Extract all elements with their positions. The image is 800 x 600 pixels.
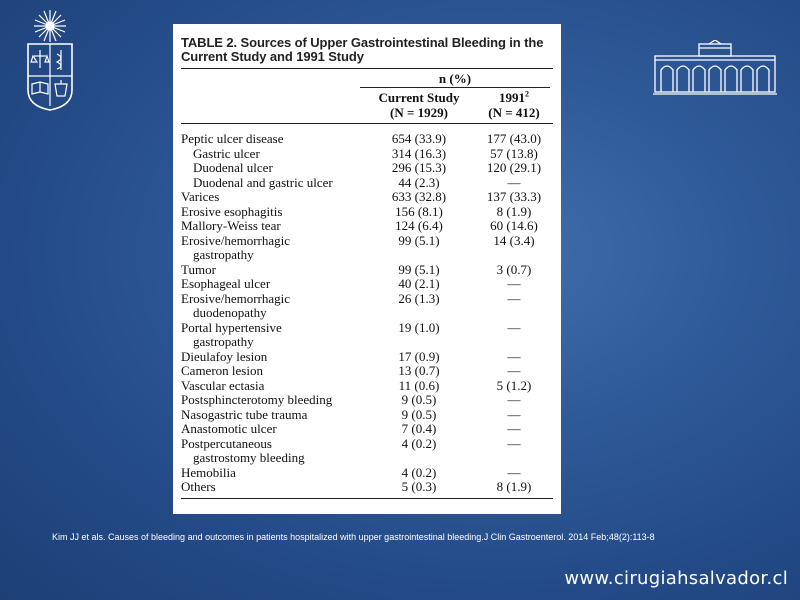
table-row bbox=[181, 161, 553, 176]
cell-current-study: 26 (1.3) bbox=[398, 290, 440, 306]
cell-current-study: 9 (0.5) bbox=[401, 406, 437, 422]
table-row bbox=[181, 190, 553, 205]
cell-1991-study: — bbox=[507, 276, 521, 291]
row-label-continuation: gastropathy bbox=[193, 334, 254, 349]
row-label: Postpercutaneous bbox=[181, 435, 272, 451]
column-header-current-line1: Current Study bbox=[378, 90, 460, 105]
table-row bbox=[181, 176, 553, 191]
cell-current-study: 9 (0.5) bbox=[401, 392, 437, 407]
table-panel bbox=[173, 24, 561, 514]
row-label-continuation: duodenopathy bbox=[193, 305, 267, 320]
table-row bbox=[181, 263, 553, 278]
row-label: Mallory-Weiss tear bbox=[181, 218, 281, 233]
group-header: n (%) bbox=[438, 71, 472, 86]
cell-current-study: 124 (6.4) bbox=[395, 218, 443, 233]
column-header-current-line2: (N = 1929) bbox=[390, 105, 448, 120]
group-header-rule bbox=[360, 87, 550, 88]
cell-current-study: 44 (2.3) bbox=[398, 174, 440, 190]
table-row bbox=[181, 466, 553, 481]
university-crest-icon bbox=[22, 6, 78, 114]
cell-1991-study: 177 (43.0) bbox=[486, 131, 542, 146]
row-label: Erosive/hemorrhagic bbox=[181, 232, 291, 248]
cell-current-study: 40 (2.1) bbox=[398, 276, 440, 291]
table-body bbox=[181, 124, 553, 495]
table-title-text: Sources of Upper Gastrointestinal Bleeding in the Current Study and 1991 Study bbox=[181, 35, 544, 64]
table-row bbox=[181, 132, 553, 147]
cell-1991-study: — bbox=[507, 290, 521, 306]
row-label: Cameron lesion bbox=[181, 363, 263, 378]
cell-current-study: 13 (0.7) bbox=[398, 363, 440, 378]
row-label: Esophageal ulcer bbox=[181, 276, 271, 291]
cell-current-study: 11 (0.6) bbox=[398, 377, 440, 393]
cell-current-study: 5 (0.3) bbox=[401, 479, 437, 494]
table-row bbox=[181, 147, 553, 162]
table-row bbox=[181, 350, 553, 365]
cell-1991-study: 57 (13.8) bbox=[490, 145, 538, 161]
row-label: Dieulafoy lesion bbox=[181, 348, 268, 364]
table-title bbox=[181, 36, 553, 64]
row-label: Portal hypertensive bbox=[181, 319, 282, 335]
cell-1991-study: 3 (0.7) bbox=[496, 261, 532, 277]
citation-text: Kim JJ et als. Causes of bleeding and outcomes in patients hospitalized with upper gastrointestinal bleeding.J Clin Gastroenterol. 2014 Feb;48(2):113-8 bbox=[52, 532, 655, 542]
cell-1991-study: 120 (29.1) bbox=[486, 160, 542, 175]
cell-current-study: 99 (5.1) bbox=[398, 261, 440, 277]
row-label: Gastric ulcer bbox=[193, 145, 260, 161]
cell-1991-study: — bbox=[507, 348, 521, 364]
website-url: www.cirugiahsalvador.cl bbox=[564, 568, 788, 589]
row-label: Varices bbox=[181, 189, 220, 204]
table-row bbox=[181, 480, 553, 495]
cell-1991-study: 5 (1.2) bbox=[496, 377, 532, 393]
column-header-1991-line1: 1991 bbox=[499, 90, 525, 105]
row-label: Anastomotic ulcer bbox=[181, 421, 277, 436]
group-header-row bbox=[181, 69, 553, 89]
cell-1991-study: 14 (3.4) bbox=[493, 232, 535, 248]
row-label: Nasogastric tube trauma bbox=[181, 406, 308, 422]
table-row bbox=[181, 379, 553, 394]
table-row bbox=[181, 205, 553, 220]
row-label: Peptic ulcer disease bbox=[181, 131, 284, 146]
row-label: Vascular ectasia bbox=[181, 377, 265, 393]
row-label-continuation: gastropathy bbox=[193, 247, 254, 262]
row-label: Others bbox=[181, 479, 216, 494]
cell-current-study: 17 (0.9) bbox=[398, 348, 440, 364]
cell-current-study: 4 (0.2) bbox=[401, 464, 437, 480]
cell-1991-study: — bbox=[507, 392, 521, 407]
row-label: Duodenal and gastric ulcer bbox=[193, 174, 333, 190]
cell-1991-study: — bbox=[507, 319, 521, 335]
cell-1991-study: — bbox=[507, 421, 521, 436]
table-row bbox=[181, 422, 553, 437]
row-label-continuation: gastrostomy bleeding bbox=[193, 450, 305, 465]
cell-1991-study: 60 (14.6) bbox=[490, 218, 538, 233]
cell-current-study: 633 (32.8) bbox=[391, 189, 447, 204]
column-header-1991-sup: 2 bbox=[525, 89, 529, 99]
cell-current-study: 99 (5.1) bbox=[398, 232, 440, 248]
row-label: Duodenal ulcer bbox=[193, 160, 273, 175]
row-label: Erosive esophagitis bbox=[181, 203, 283, 219]
column-header-1991 bbox=[478, 90, 550, 120]
cell-1991-study: — bbox=[507, 406, 521, 422]
table-row bbox=[181, 234, 553, 263]
table-row bbox=[181, 292, 553, 321]
row-label: Erosive/hemorrhagic bbox=[181, 290, 291, 306]
column-header-1991-line2: (N = 412) bbox=[488, 105, 540, 120]
cell-current-study: 7 (0.4) bbox=[401, 421, 437, 436]
cell-1991-study: — bbox=[507, 464, 521, 480]
cell-1991-study: — bbox=[507, 435, 521, 451]
cell-current-study: 4 (0.2) bbox=[401, 435, 437, 451]
column-header-current bbox=[360, 90, 478, 120]
cell-1991-study: 8 (1.9) bbox=[496, 203, 532, 219]
table-row bbox=[181, 364, 553, 379]
row-label: Tumor bbox=[181, 261, 216, 277]
cell-1991-study: 137 (33.3) bbox=[486, 189, 542, 204]
table-row bbox=[181, 408, 553, 423]
row-label: Hemobilia bbox=[181, 464, 236, 480]
cell-current-study: 654 (33.9) bbox=[391, 131, 447, 146]
table-row bbox=[181, 219, 553, 234]
table-row bbox=[181, 393, 553, 408]
table-row bbox=[181, 277, 553, 292]
table-row bbox=[181, 321, 553, 350]
table-title-label: TABLE 2. bbox=[181, 35, 238, 50]
row-label: Postsphincterotomy bleeding bbox=[181, 392, 333, 407]
hospital-building-icon bbox=[653, 40, 777, 96]
cell-current-study: 296 (15.3) bbox=[391, 160, 447, 175]
cell-1991-study: — bbox=[507, 174, 521, 190]
cell-1991-study: 8 (1.9) bbox=[496, 479, 532, 494]
cell-1991-study: — bbox=[507, 363, 521, 378]
column-header-row bbox=[181, 89, 553, 123]
cell-current-study: 156 (8.1) bbox=[395, 203, 443, 219]
bottom-rule bbox=[181, 498, 553, 499]
cell-current-study: 314 (16.3) bbox=[391, 145, 447, 161]
cell-current-study: 19 (1.0) bbox=[398, 319, 440, 335]
table-row bbox=[181, 437, 553, 466]
